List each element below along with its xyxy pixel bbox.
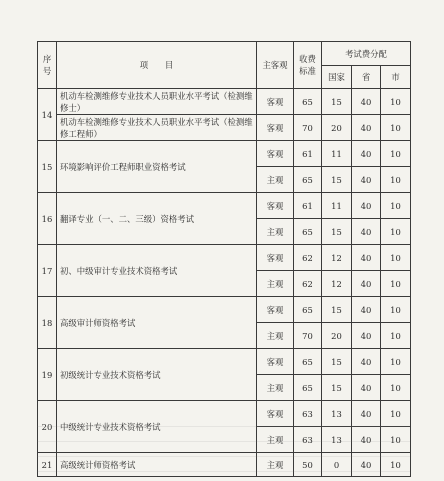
fee-province: 40 bbox=[352, 375, 381, 401]
exam-item: 中级统计专业技术资格考试 bbox=[57, 401, 257, 453]
exam-type: 客观 bbox=[257, 89, 294, 115]
exam-type: 主观 bbox=[257, 271, 294, 297]
fee-province: 40 bbox=[352, 323, 381, 349]
fee-city: 10 bbox=[381, 115, 411, 141]
fee-standard: 65 bbox=[294, 89, 322, 115]
exam-type: 客观 bbox=[257, 401, 294, 427]
fee-city: 10 bbox=[381, 271, 411, 297]
exam-item: 环境影响评价工程师职业资格考试 bbox=[57, 141, 257, 193]
faint-row bbox=[37, 457, 410, 472]
row-number: 18 bbox=[38, 297, 57, 349]
fee-city: 10 bbox=[381, 427, 411, 453]
fee-province: 40 bbox=[352, 427, 381, 453]
fee-province: 40 bbox=[352, 401, 381, 427]
table-row bbox=[38, 89, 411, 115]
fee-national: 13 bbox=[322, 427, 352, 453]
exam-item: 机动车检测维修专业技术人员职业水平考试（检测维修士） bbox=[57, 89, 257, 115]
row-number: 21 bbox=[38, 453, 57, 477]
fee-national: 12 bbox=[322, 271, 352, 297]
fee-national: 11 bbox=[322, 193, 352, 219]
header-number: 序号 bbox=[38, 42, 57, 89]
fee-national: 15 bbox=[322, 89, 352, 115]
faint-bleed-through-rows bbox=[37, 412, 410, 481]
fee-city: 10 bbox=[381, 401, 411, 427]
row-number: 16 bbox=[38, 193, 57, 245]
exam-item: 高级审计师资格考试 bbox=[57, 297, 257, 349]
faint-row bbox=[37, 412, 410, 427]
fee-standard: 70 bbox=[294, 115, 322, 141]
row-number: 20 bbox=[38, 401, 57, 453]
header-province: 省 bbox=[352, 66, 381, 89]
exam-type: 客观 bbox=[257, 245, 294, 271]
fee-province: 40 bbox=[352, 271, 381, 297]
header-fee: 收费标准 bbox=[294, 42, 322, 89]
header-national: 国家 bbox=[322, 66, 352, 89]
header-item: 项 目 bbox=[57, 42, 257, 89]
table-row bbox=[38, 349, 411, 375]
fee-city: 10 bbox=[381, 349, 411, 375]
fee-standard: 65 bbox=[294, 375, 322, 401]
fee-national: 15 bbox=[322, 375, 352, 401]
fee-city: 10 bbox=[381, 141, 411, 167]
exam-type: 主观 bbox=[257, 323, 294, 349]
fee-province: 40 bbox=[352, 193, 381, 219]
faint-row bbox=[37, 442, 410, 457]
header-city: 市 bbox=[381, 66, 411, 89]
fee-standard: 70 bbox=[294, 323, 322, 349]
exam-type: 主观 bbox=[257, 453, 294, 477]
exam-type: 客观 bbox=[257, 193, 294, 219]
fee-province: 40 bbox=[352, 245, 381, 271]
fee-standard: 63 bbox=[294, 401, 322, 427]
fee-province: 40 bbox=[352, 453, 381, 477]
fee-city: 10 bbox=[381, 375, 411, 401]
table-header bbox=[38, 42, 411, 89]
fee-national: 11 bbox=[322, 141, 352, 167]
fee-standard: 62 bbox=[294, 271, 322, 297]
fee-city: 10 bbox=[381, 193, 411, 219]
fee-standard: 50 bbox=[294, 453, 322, 477]
fee-national: 20 bbox=[322, 323, 352, 349]
fee-province: 40 bbox=[352, 89, 381, 115]
exam-type: 主观 bbox=[257, 219, 294, 245]
row-number: 15 bbox=[38, 141, 57, 193]
exam-item: 初、中级审计专业技术资格考试 bbox=[57, 245, 257, 297]
exam-type: 客观 bbox=[257, 141, 294, 167]
fee-city: 10 bbox=[381, 453, 411, 477]
fee-city: 10 bbox=[381, 323, 411, 349]
fee-standard: 62 bbox=[294, 245, 322, 271]
exam-type: 客观 bbox=[257, 297, 294, 323]
exam-item: 初级统计专业技术资格考试 bbox=[57, 349, 257, 401]
row-number: 17 bbox=[38, 245, 57, 297]
fee-city: 10 bbox=[381, 167, 411, 193]
row-number: 19 bbox=[38, 349, 57, 401]
exam-type: 主观 bbox=[257, 167, 294, 193]
header-type: 主客观 bbox=[257, 42, 294, 89]
fee-national: 0 bbox=[322, 453, 352, 477]
fee-standard: 61 bbox=[294, 141, 322, 167]
fee-province: 40 bbox=[352, 349, 381, 375]
fee-national: 15 bbox=[322, 349, 352, 375]
exam-type: 主观 bbox=[257, 375, 294, 401]
fee-province: 40 bbox=[352, 297, 381, 323]
row-number: 14 bbox=[38, 89, 57, 141]
fee-national: 12 bbox=[322, 245, 352, 271]
fee-national: 20 bbox=[322, 115, 352, 141]
fee-standard: 65 bbox=[294, 349, 322, 375]
fee-national: 13 bbox=[322, 401, 352, 427]
fee-standard: 61 bbox=[294, 193, 322, 219]
fee-province: 40 bbox=[352, 141, 381, 167]
fee-city: 10 bbox=[381, 297, 411, 323]
exam-item: 机动车检测维修专业技术人员职业水平考试（检测维修工程师） bbox=[57, 115, 257, 141]
table-row bbox=[38, 141, 411, 167]
exam-item: 翻译专业（一、二、三级）资格考试 bbox=[57, 193, 257, 245]
table-row bbox=[38, 193, 411, 219]
fee-national: 15 bbox=[322, 219, 352, 245]
header-allocation: 考试费分配 bbox=[322, 42, 411, 66]
table-row bbox=[38, 115, 411, 141]
exam-item: 高级统计师资格考试 bbox=[57, 453, 257, 477]
fee-city: 10 bbox=[381, 245, 411, 271]
fee-province: 40 bbox=[352, 219, 381, 245]
fee-province: 40 bbox=[352, 115, 381, 141]
table-row bbox=[38, 245, 411, 271]
exam-type: 客观 bbox=[257, 349, 294, 375]
table-row bbox=[38, 297, 411, 323]
exam-type: 客观 bbox=[257, 115, 294, 141]
fee-standard: 65 bbox=[294, 219, 322, 245]
fee-standard: 65 bbox=[294, 167, 322, 193]
fee-standard: 65 bbox=[294, 297, 322, 323]
fee-city: 10 bbox=[381, 219, 411, 245]
fee-standard: 63 bbox=[294, 427, 322, 453]
fee-province: 40 bbox=[352, 167, 381, 193]
fee-city: 10 bbox=[381, 89, 411, 115]
faint-row bbox=[37, 427, 410, 442]
fee-national: 15 bbox=[322, 297, 352, 323]
exam-type: 主观 bbox=[257, 427, 294, 453]
fee-national: 15 bbox=[322, 167, 352, 193]
